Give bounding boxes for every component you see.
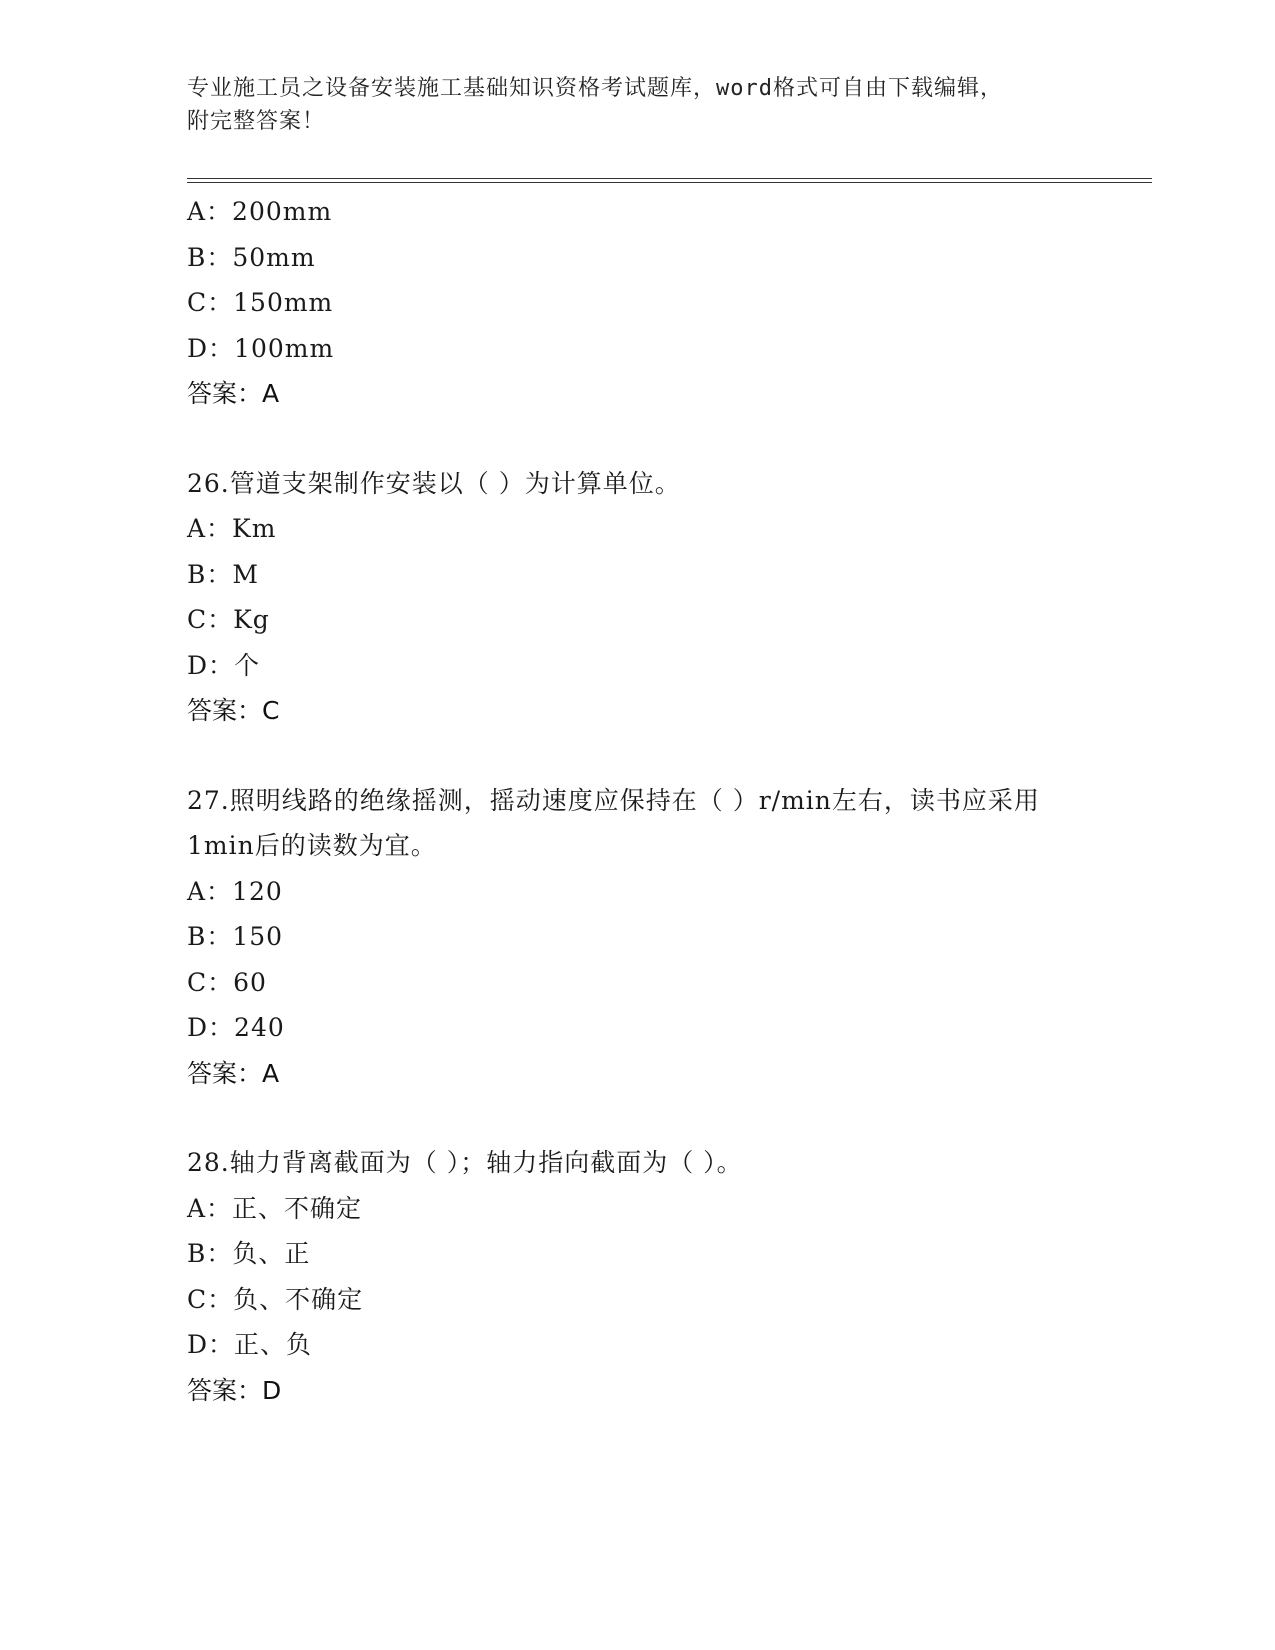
- option-c: C：60: [187, 967, 267, 997]
- option-a: A：200mm: [187, 197, 333, 226]
- option-c: C：负、不确定: [187, 1284, 364, 1314]
- option-d: D：240: [187, 1013, 285, 1042]
- option-d: D：个: [187, 650, 261, 680]
- option-c: C：150mm: [187, 288, 334, 317]
- answer-line: 答案：A: [187, 379, 280, 408]
- option-d: D：正、负: [187, 1330, 313, 1359]
- document-header: [187, 72, 1087, 138]
- option-c: C：Kg: [187, 605, 270, 634]
- question-block-26: [187, 461, 1087, 734]
- option-d: D：100mm: [187, 333, 335, 363]
- option-a: A：正、不确定: [187, 1193, 363, 1223]
- question-list: [187, 189, 1087, 1413]
- question-stem: 27.照明线路的绝缘摇测，摇动速度应保持在（ ）r/min左右，读书应采用1min后的读数为宜。: [187, 785, 1040, 860]
- question-block-28: [187, 1140, 1087, 1413]
- option-b: B：M: [187, 559, 259, 589]
- header-divider: [187, 178, 1152, 183]
- option-b: B：50mm: [187, 242, 316, 272]
- question-stem: 26.管道支架制作安装以（ ）为计算单位。: [187, 468, 681, 498]
- option-b: B：150: [187, 922, 284, 951]
- option-b: B：负、正: [187, 1239, 311, 1268]
- answer-line: 答案：A: [187, 1058, 280, 1088]
- header-line-2: 附完整答案！: [187, 109, 326, 134]
- question-stem: 28.轴力背离截面为（ ）；轴力指向截面为（ ）。: [187, 1148, 743, 1177]
- answer-line: 答案：C: [187, 696, 280, 725]
- option-a: A：120: [187, 876, 283, 906]
- question-block-25: [187, 189, 1087, 417]
- answer-line: 答案：D: [187, 1375, 282, 1405]
- header-line-1: 专业施工员之设备安装施工基础知识资格考试题库，word格式可自由下载编辑，: [187, 76, 1003, 101]
- question-block-27: [187, 778, 1087, 1097]
- option-a: A：Km: [187, 514, 277, 543]
- document-page: [187, 0, 1152, 1650]
